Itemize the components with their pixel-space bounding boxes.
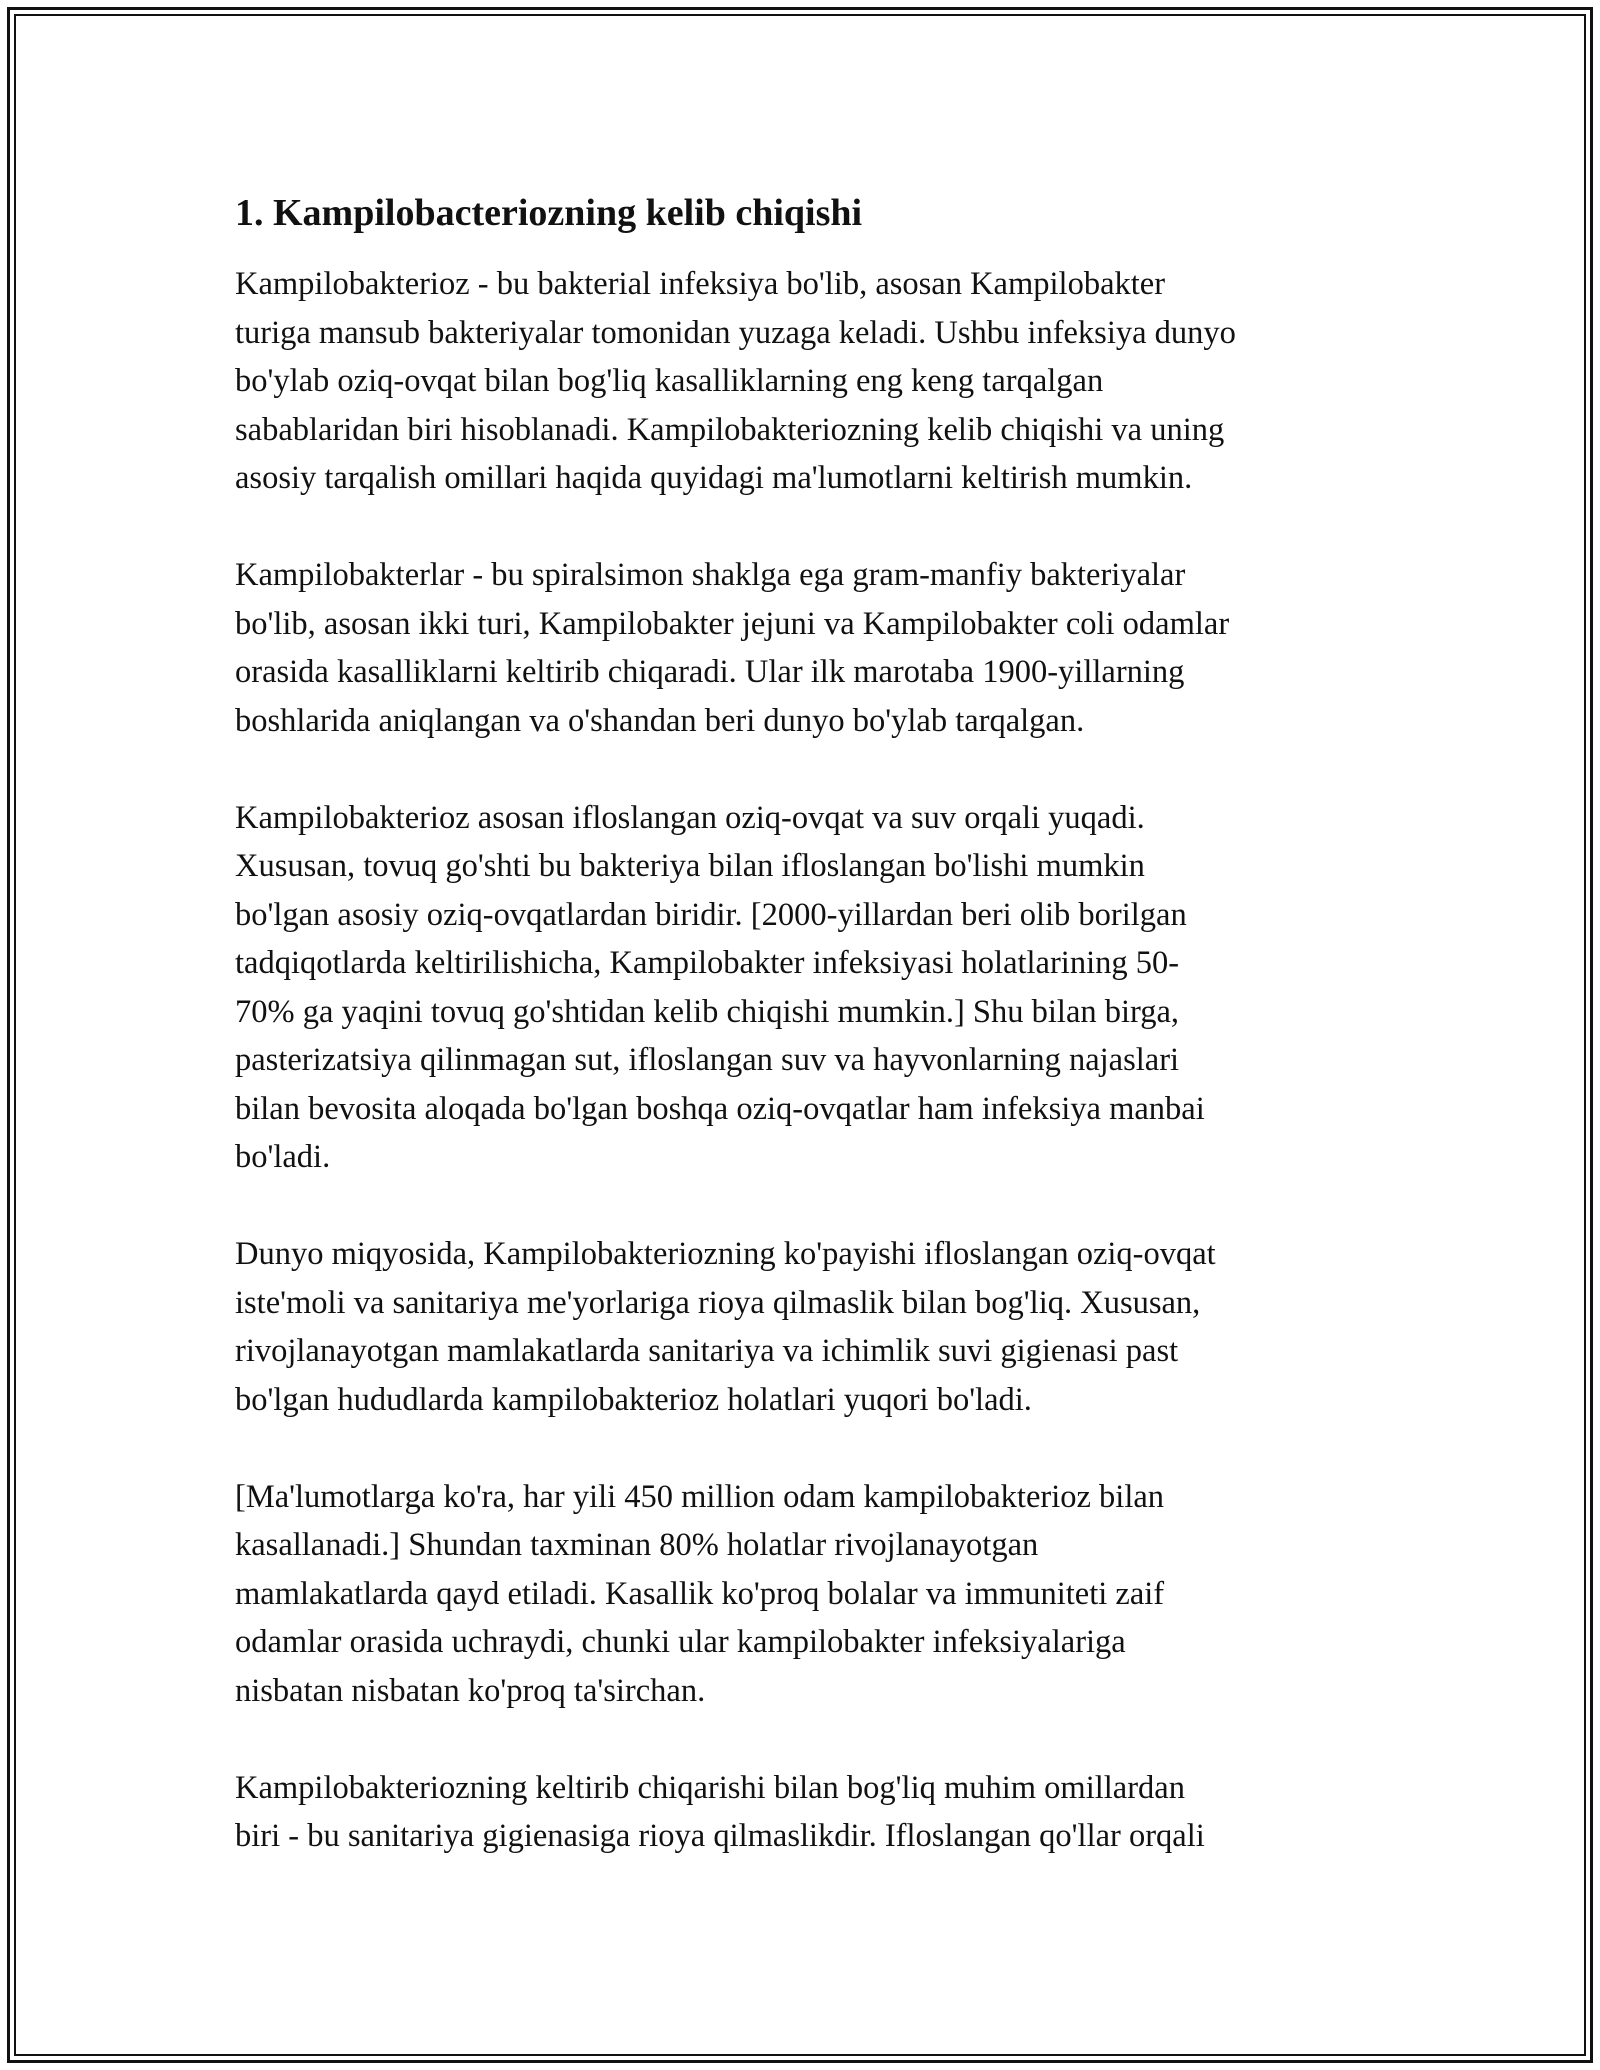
text-line: Dunyo miqyosida, Kampilobakteriozning ko'payishi ifloslangan oziq-ovqat — [235, 1236, 1216, 1272]
paragraph — [235, 1230, 1370, 1424]
text-line: bo'ladi. — [235, 1139, 331, 1175]
text-line: Kampilobakteriozning keltirib chiqarishi bilan bog'liq muhim omillardan — [235, 1769, 1185, 1806]
text-line: nisbatan nisbatan ko'proq ta'sirchan. — [235, 1672, 706, 1709]
text-line: biri - bu sanitariya gigienasiga rioya qilmaslikdir. Ifloslangan qo'llar orqali — [235, 1818, 1205, 1854]
text-line: bo'ylab oziq-ovqat bilan bog'liq kasalliklarning eng keng tarqalgan — [235, 363, 1104, 399]
text-line: orasida kasalliklarni keltirib chiqaradi. Ular ilk marotaba 1900-yillarning — [235, 654, 1185, 690]
text-line: asosiy tarqalish omillari haqida quyidagi ma'lumotlarni keltirish mumkin. — [235, 460, 1193, 496]
text-line: boshlarida aniqlangan va o'shandan beri dunyo bo'ylab tarqalgan. — [235, 702, 1085, 739]
text-line: odamlar orasida uchraydi, chunki ular kampilobakter infeksiyalariga — [235, 1624, 1126, 1660]
text-line: bilan bevosita aloqada bo'lgan boshqa oziq-ovqatlar ham infeksiya manbai — [235, 1090, 1205, 1127]
text-line: bo'lib, asosan ikki turi, Kampilobakter jejuni va Kampilobakter coli odamlar — [235, 605, 1230, 642]
paragraph — [235, 260, 1370, 503]
text-line: Kampilobakterioz - bu bakterial infeksiya bo'lib, asosan Kampilobakter — [235, 266, 1166, 302]
paragraph — [235, 1473, 1370, 1716]
text-line: pasterizatsiya qilinmagan sut, ifloslangan suv va hayvonlarning najaslari — [235, 1042, 1180, 1078]
text-line: kasallanadi.] Shundan taxminan 80% holatlar rivojlanayotgan — [235, 1527, 1039, 1563]
text-line: 70% ga yaqini tovuq go'shtidan kelib chiqishi mumkin.] Shu bilan birga, — [235, 993, 1180, 1030]
text-line: Kampilobakterioz asosan ifloslangan oziq-ovqat va suv orqali yuqadi. — [235, 799, 1145, 836]
text-line: bo'lgan asosiy oziq-ovqatlardan biridir. [2000-yillardan beri olib borilgan — [235, 896, 1187, 933]
text-line: Kampilobakterlar - bu spiralsimon shaklga ega gram-manfiy bakteriyalar — [235, 557, 1186, 593]
text-line: bo'lgan hududlarda kampilobakterioz holatlari yuqori bo'ladi. — [235, 1381, 1032, 1418]
paragraph — [235, 1764, 1370, 1861]
text-line: turiga mansub bakteriyalar tomonidan yuzaga keladi. Ushbu infeksiya dunyo — [235, 314, 1236, 351]
text-line: sabablaridan biri hisoblanadi. Kampilobakteriozning kelib chiqishi va uning — [235, 411, 1225, 448]
text-line: mamlakatlarda qayd etiladi. Kasallik ko'proq bolalar va immuniteti zaif — [235, 1575, 1165, 1612]
document-body — [235, 188, 1370, 1909]
paragraph — [235, 551, 1370, 745]
section-heading: 1. Kampilobacteriozning kelib chiqishi — [235, 192, 863, 234]
paragraph — [235, 794, 1370, 1182]
text-line: Xususan, tovuq go'shti bu bakteriya bilan ifloslangan bo'lishi mumkin — [235, 848, 1145, 884]
text-line: tadqiqotlarda keltirilishicha, Kampilobakter infeksiyasi holatlarining 50- — [235, 945, 1180, 981]
text-line: rivojlanayotgan mamlakatlarda sanitariya va ichimlik suvi gigienasi past — [235, 1333, 1179, 1369]
text-line: [Ma'lumotlarga ko'ra, har yili 450 million odam kampilobakterioz bilan — [235, 1478, 1165, 1515]
text-line: iste'moli va sanitariya me'yorlariga rioya qilmaslik bilan bog'liq. Xususan, — [235, 1284, 1201, 1321]
